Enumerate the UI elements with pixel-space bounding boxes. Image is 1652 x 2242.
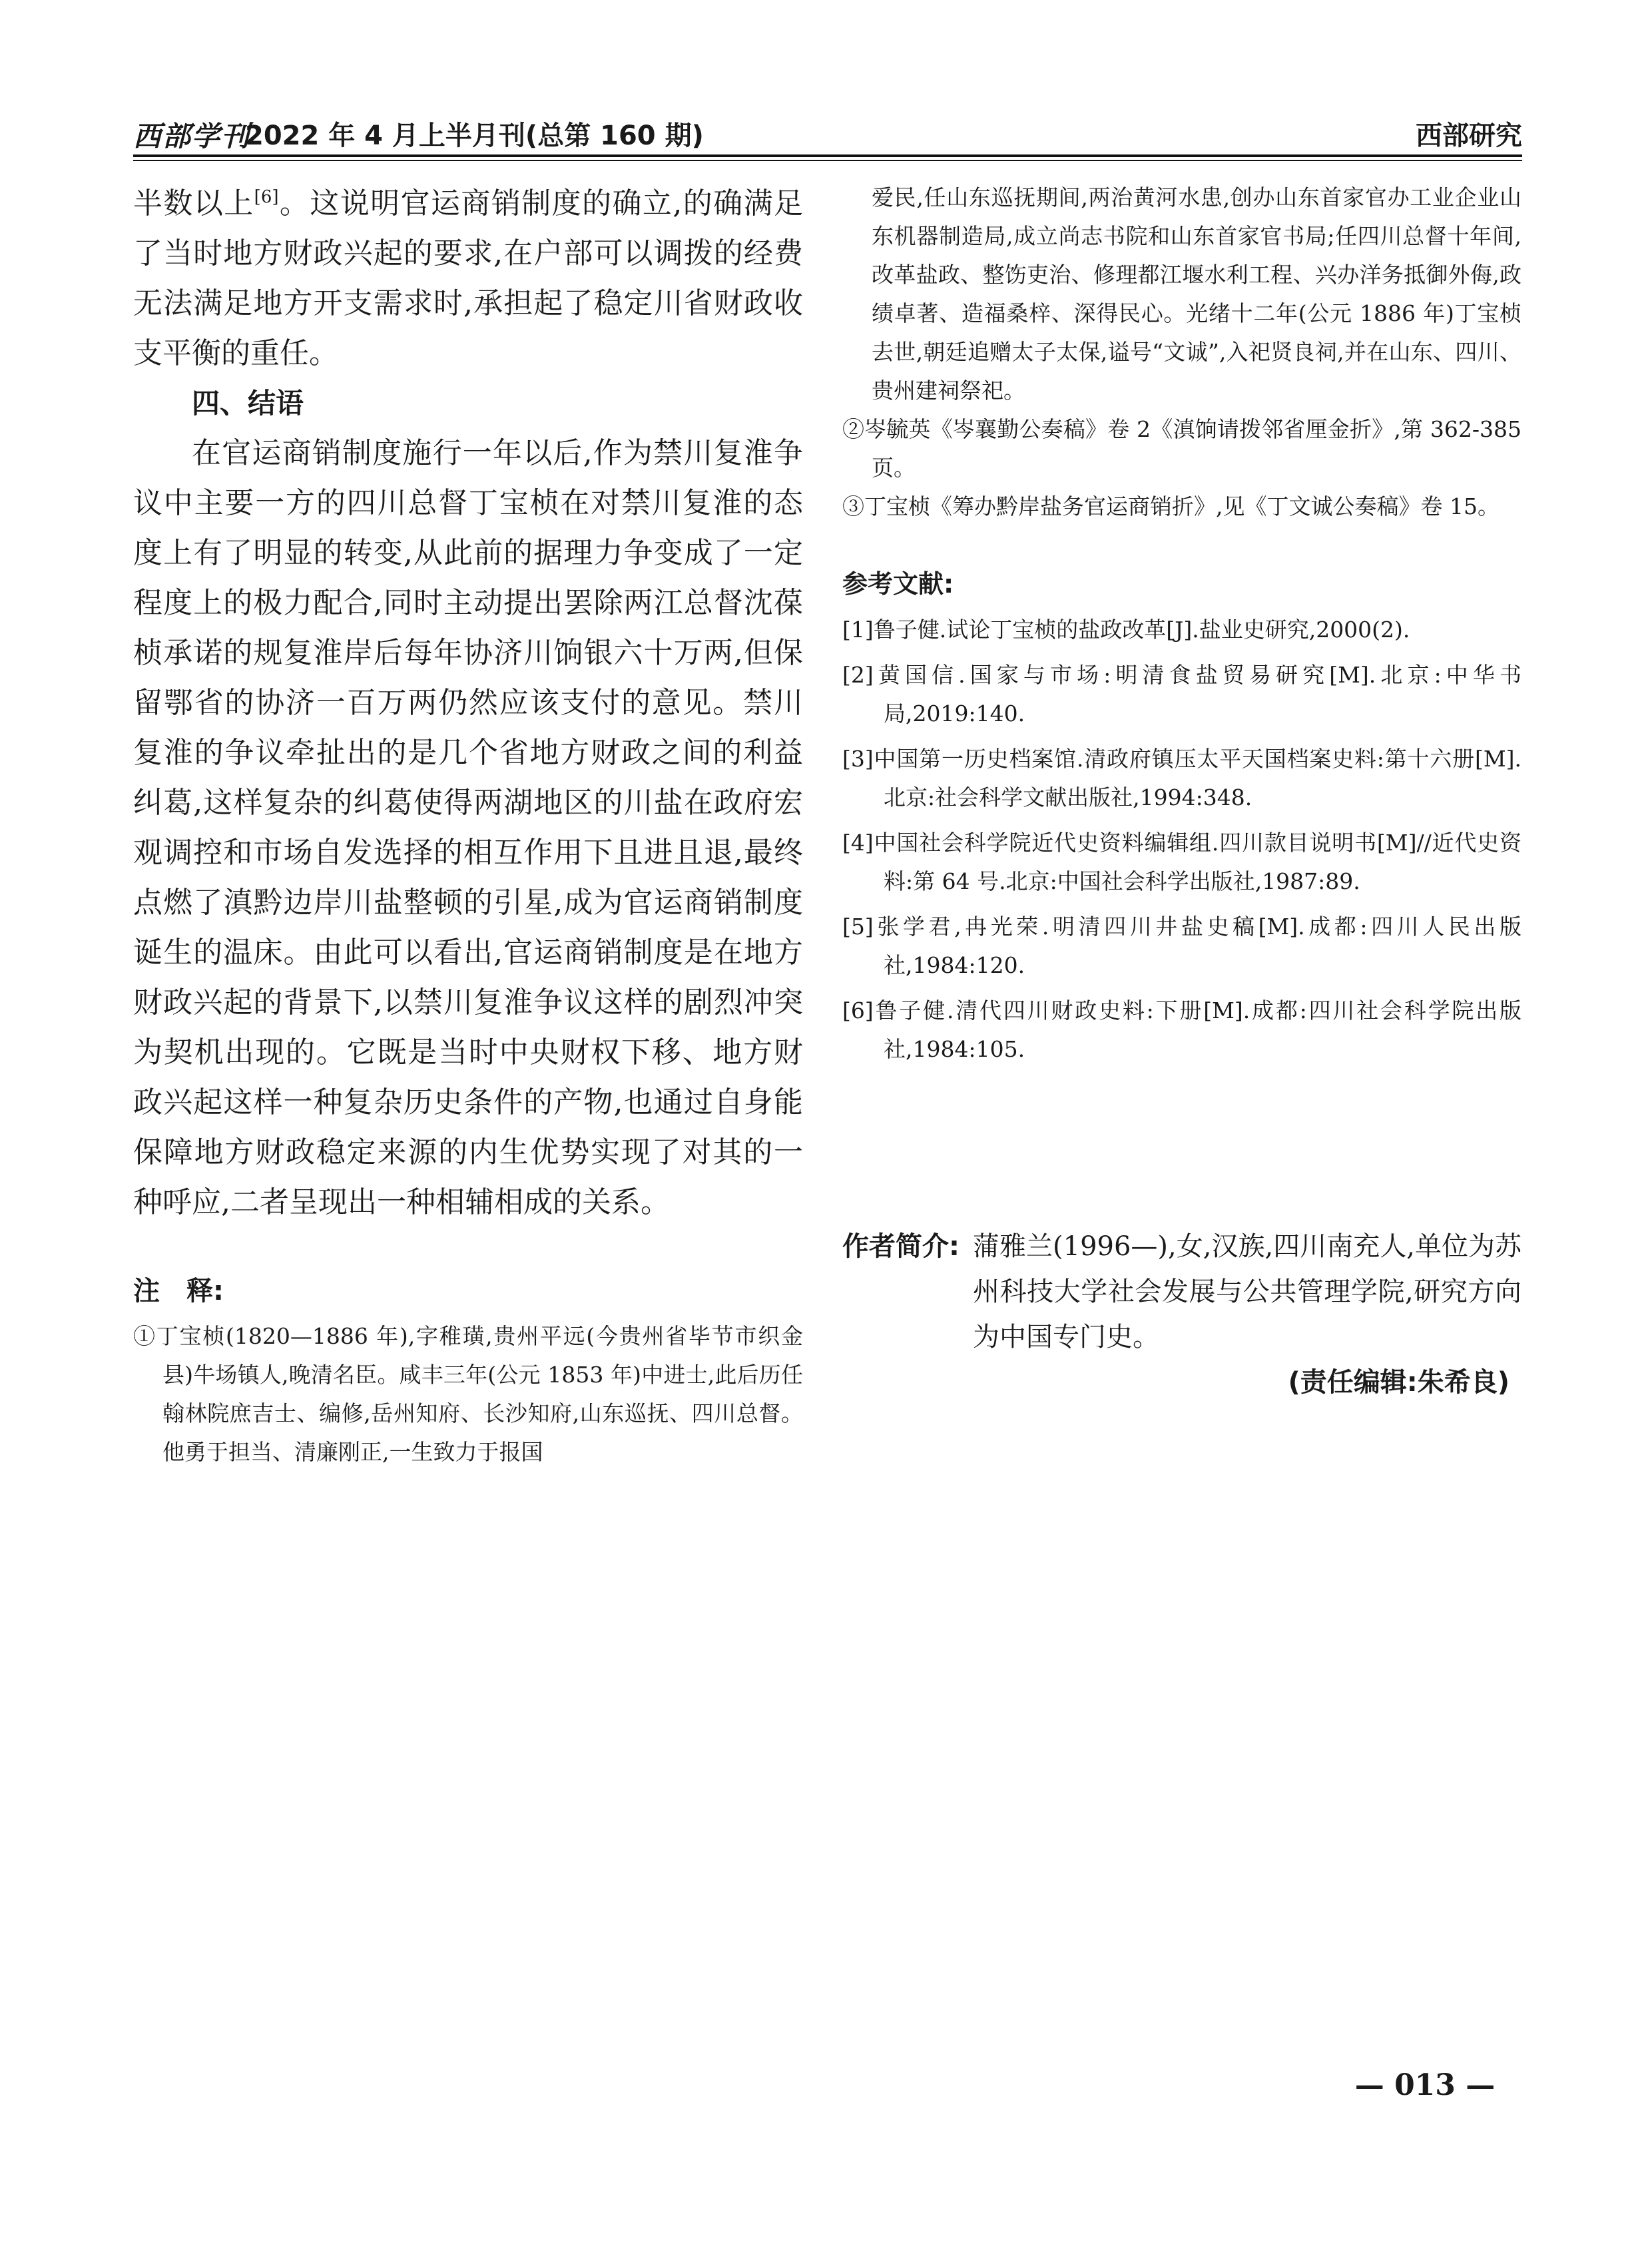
page-header xyxy=(133,112,1522,150)
responsible-editor: (责任编辑:朱希良) xyxy=(1288,1367,1510,1398)
reference-item: [6]鲁子健.清代四川财政史料:下册[M].成都:四川社会科学院出版社,1984:105. xyxy=(842,997,1521,1062)
references-title: 参考文献: xyxy=(842,569,954,599)
author-info xyxy=(842,1224,1521,1405)
section-name: 西部研究 xyxy=(1416,121,1522,151)
right-column xyxy=(842,178,1521,1075)
note-1-continued: 爱民,任山东巡抚期间,两治黄河水患,创办山东首家官办工业企业山东机器制造局,成立尚志书院和山东首家官书局;任四川总督十年间,改革盐政、整饬吏治、修理都江堰水利工程、兴办洋务抵御外侮,政绩卓著、造福桑梓、深得民心。光绪十二年(公元 1886 年)丁宝桢去世,朝廷追赠太子太保,谥号“文诚”,入祀贤良祠,并在山东、四川、贵州建祠祭祀。 xyxy=(872,184,1521,404)
header-rule-thin xyxy=(133,160,1522,161)
section-heading: 四、结语 xyxy=(192,387,304,420)
reference-item: [1]鲁子健.试论丁宝桢的盐政改革[J].盐业史研究,2000(2). xyxy=(842,617,1410,643)
author-label: 作者简介: xyxy=(842,1231,960,1262)
journal-logo: 西部学刊 xyxy=(133,120,251,152)
header-rule-thick xyxy=(133,154,1522,157)
paragraph-continued xyxy=(133,178,803,378)
left-column xyxy=(133,178,803,1472)
author-bio xyxy=(842,1224,1521,1360)
notes-title: 注 释: xyxy=(133,1276,224,1306)
reference-item: [2]黄国信.国家与市场:明清食盐贸易研究[M].北京:中华书局,2019:140. xyxy=(842,662,1521,726)
note-3: ③丁宝桢《筹办黔岸盐务官运商销折》,见《丁文诚公奏稿》卷 15。 xyxy=(842,493,1500,519)
note-1: ①丁宝桢(1820—1886 年),字稚璜,贵州平远(今贵州省毕节市织金县)牛场镇人,晚清名臣。咸丰三年(公元 1853 年)中进士,此后历任翰林院庶吉士、编修,岳州知府、长沙知府,山东巡抚、四川总督。他勇于担当、清廉刚正,一生致力于报国 xyxy=(133,1323,803,1465)
author-text: 蒲雅兰(1996—),女,汉族,四川南充人,单位为苏州科技大学社会发展与公共管理学院,研究方向为中国专门史。 xyxy=(973,1231,1521,1352)
conclusion-paragraph: 在官运商销制度施行一年以后,作为禁川复淮争议中主要一方的四川总督丁宝桢在对禁川复淮的态度上有了明显的转变,从此前的据理力争变成了一定程度上的极力配合,同时主动提出罢除两江总督沈葆桢承诺的规复淮岸后每年协济川饷银六十万两,但保留鄂省的协济一百万两仍然应该支付的意见。禁川复淮的争议牵扯出的是几个省地方财政之间的利益纠葛,这样复杂的纠葛使得两湖地区的川盐在政府宏观调控和市场自发选择的相互作用下且进且退,最终点燃了滇黔边岸川盐整顿的引星,成为官运商销制度诞生的温床。由此可以看出,官运商销制度是在地方财政兴起的背景下,以禁川复淮争议这样的剧烈冲突为契机出现的。它既是当时中央财权下移、地方财政兴起这样一种复杂历史条件的产物,也通过自身能保障地方财政稳定来源的内生优势实现了对其的一种呼应,二者呈现出一种相辅相成的关系。 xyxy=(133,436,803,1219)
issue-info: 2022 年 4 月上半月刊(总第 160 期) xyxy=(245,121,704,151)
reference-item: [4]中国社会科学院近代史资料编辑组.四川款目说明书[M]//近代史资料:第 64 号.北京:中国社会科学出版社,1987:89. xyxy=(842,830,1521,894)
citation-6[interactable]: [6] xyxy=(254,187,279,207)
paragraph-text: 半数以上 xyxy=(133,186,254,220)
page-number: — 013 — xyxy=(1354,2068,1496,2102)
note-2: ②岑毓英《岑襄勤公奏稿》卷 2《滇饷请拨邻省厘金折》,第 362-385 页。 xyxy=(842,416,1521,481)
reference-item: [5]张学君,冉光荣.明清四川井盐史稿[M].成都:四川人民出版社,1984:120. xyxy=(842,914,1521,978)
reference-item: [3]中国第一历史档案馆.清政府镇压太平天国档案史料:第十六册[M].北京:社会科学文献出版社,1994:348. xyxy=(842,746,1521,810)
paragraph-tail: 。这说明官运商销制度的确立,的确满足了当时地方财政兴起的要求,在户部可以调拨的经费无法满足地方开支需求时,承担起了稳定川省财政收支平衡的重任。 xyxy=(133,186,803,370)
